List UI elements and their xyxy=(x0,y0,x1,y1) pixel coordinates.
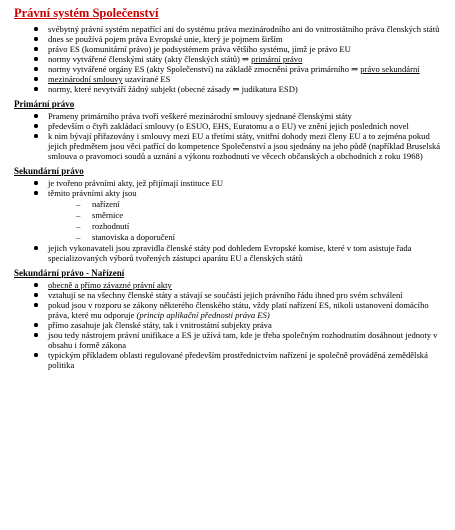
dash-icon: – xyxy=(76,221,81,231)
list-item: především o čtyři zakládací smlouvy (o ESUO, EHS, Euratomu a o EU) ve znění jejich posledních novel xyxy=(14,121,447,131)
bullet-icon xyxy=(34,134,38,138)
sub-list-item: – směrnice xyxy=(76,210,124,220)
sub-list-item: – rozhodnutí xyxy=(76,221,130,231)
sub-list-item: – stanoviska a doporučení xyxy=(76,232,176,242)
dash-icon: – xyxy=(76,210,81,220)
dash-icon: – xyxy=(76,199,81,209)
section-heading-secondary: Sekundární právo xyxy=(14,166,84,176)
bullet-icon xyxy=(34,57,38,61)
list-item: právo ES (komunitární právo) je podsystémem práva většího systému, jímž je právo EU xyxy=(14,44,447,54)
bullet-icon xyxy=(34,67,38,71)
list-item: je tvořeno právními akty, jež přijímají instituce EU xyxy=(14,178,447,188)
secondary-sublist xyxy=(48,199,447,243)
bullet-icon xyxy=(34,333,38,337)
bullet-icon xyxy=(34,77,38,81)
primary-list xyxy=(14,111,447,161)
list-item: Prameny primárního práva tvoří veškeré mezinárodní smlouvy sjednané členskými státy xyxy=(14,111,447,121)
arrow-right-icon: ⇒ xyxy=(241,54,250,64)
bullet-icon xyxy=(34,87,38,91)
bullet-icon xyxy=(34,191,38,195)
bullet-icon xyxy=(34,323,38,327)
bullet-icon xyxy=(34,293,38,297)
bullet-icon xyxy=(34,27,38,31)
regulations-list xyxy=(14,280,447,370)
bullet-icon xyxy=(34,37,38,41)
list-item: normy, které nevytváří žádný subjekt (obecné zásady ⇒ judikatura ESD) xyxy=(14,84,447,94)
list-item: mezinárodní smlouvy uzavírané ES xyxy=(14,74,447,84)
arrow-right-icon: ⇒ xyxy=(232,84,240,94)
bullet-icon xyxy=(34,124,38,128)
list-item: pokud jsou v rozporu se zákony některého členského státu, vždy platí nařízení ES, nikoli ustanovení domácího práva, které mu odporuje (princip aplikační přednosti práva ES) xyxy=(14,300,447,320)
arrow-right-icon: ⇒ xyxy=(351,64,359,74)
section-heading-primary: Primární právo xyxy=(14,99,75,109)
bullet-icon xyxy=(34,246,38,250)
bullet-icon xyxy=(34,303,38,307)
bullet-icon xyxy=(34,181,38,185)
bullet-icon xyxy=(34,353,38,357)
list-item: jsou tedy nástrojem právní unifikace a ES je užívá tam, kde je třeba společným rozhodnutím dosáhnout jednoty v obsahu i formě zákona xyxy=(14,330,447,350)
dash-icon: – xyxy=(76,232,81,242)
list-item: jejich vykonavateli jsou zpravidla členské státy pod dohledem Evropské komise, které v tom asistuje řada specializovaných výborů tvořených zástupci aparátu EU a členských států xyxy=(14,243,447,263)
list-item: k nim bývají přiřazovány i smlouvy mezi EU a třetími státy, vnitřní dohody mezi členy EU a to zejména pokud jejich předmětem jsou věci patřící do kompetence Společenství a jsou sjednány na jeho půdě (například Bruselská smlouva o pravomoci soudů a uznání a výkonu rozhodnutí ve věcech občanských a obchodních z roku 1968) xyxy=(14,131,447,161)
list-item: typickým příkladem oblasti regulované především prostřednictvím nařízení je společně prováděná zemědělská politika xyxy=(14,350,447,370)
list-item: svébytný právní systém nepatřící ani do systému práva mezinárodního ani do vnitrostátního práva členských států xyxy=(14,24,447,34)
list-item: dnes se používá pojem práva Evropské unie, který je pojmem širším xyxy=(14,34,447,44)
intro-list xyxy=(14,24,447,94)
document-title: Právní systém Společenství xyxy=(14,6,159,20)
bullet-icon xyxy=(34,114,38,118)
secondary-list xyxy=(14,178,447,263)
list-item: vztahují se na všechny členské státy a stávají se součástí jejich právního řádu ihned pro svém schválení xyxy=(14,290,447,300)
list-item: těmito právními akty jsou – nařízení – směrnice – rozhodnutí – stanoviska a doporučení xyxy=(14,188,447,243)
list-item: normy vytvářené členskými státy (akty členských států) ⇒ primární právo xyxy=(14,54,447,64)
list-item: přímo zasahuje jak členské státy, tak i vnitrostátní subjekty práva xyxy=(14,320,447,330)
sub-list-item: – nařízení xyxy=(76,199,120,209)
list-item: normy vytvářené orgány ES (akty Společenství) na základě zmocnění práva primárního ⇒ právo sekundární xyxy=(14,64,447,74)
list-item: obecně a přímo závazné právní akty xyxy=(14,280,447,290)
bullet-icon xyxy=(34,47,38,51)
bullet-icon xyxy=(34,283,38,287)
section-heading-regulations: Sekundární právo - Nařízení xyxy=(14,268,125,278)
